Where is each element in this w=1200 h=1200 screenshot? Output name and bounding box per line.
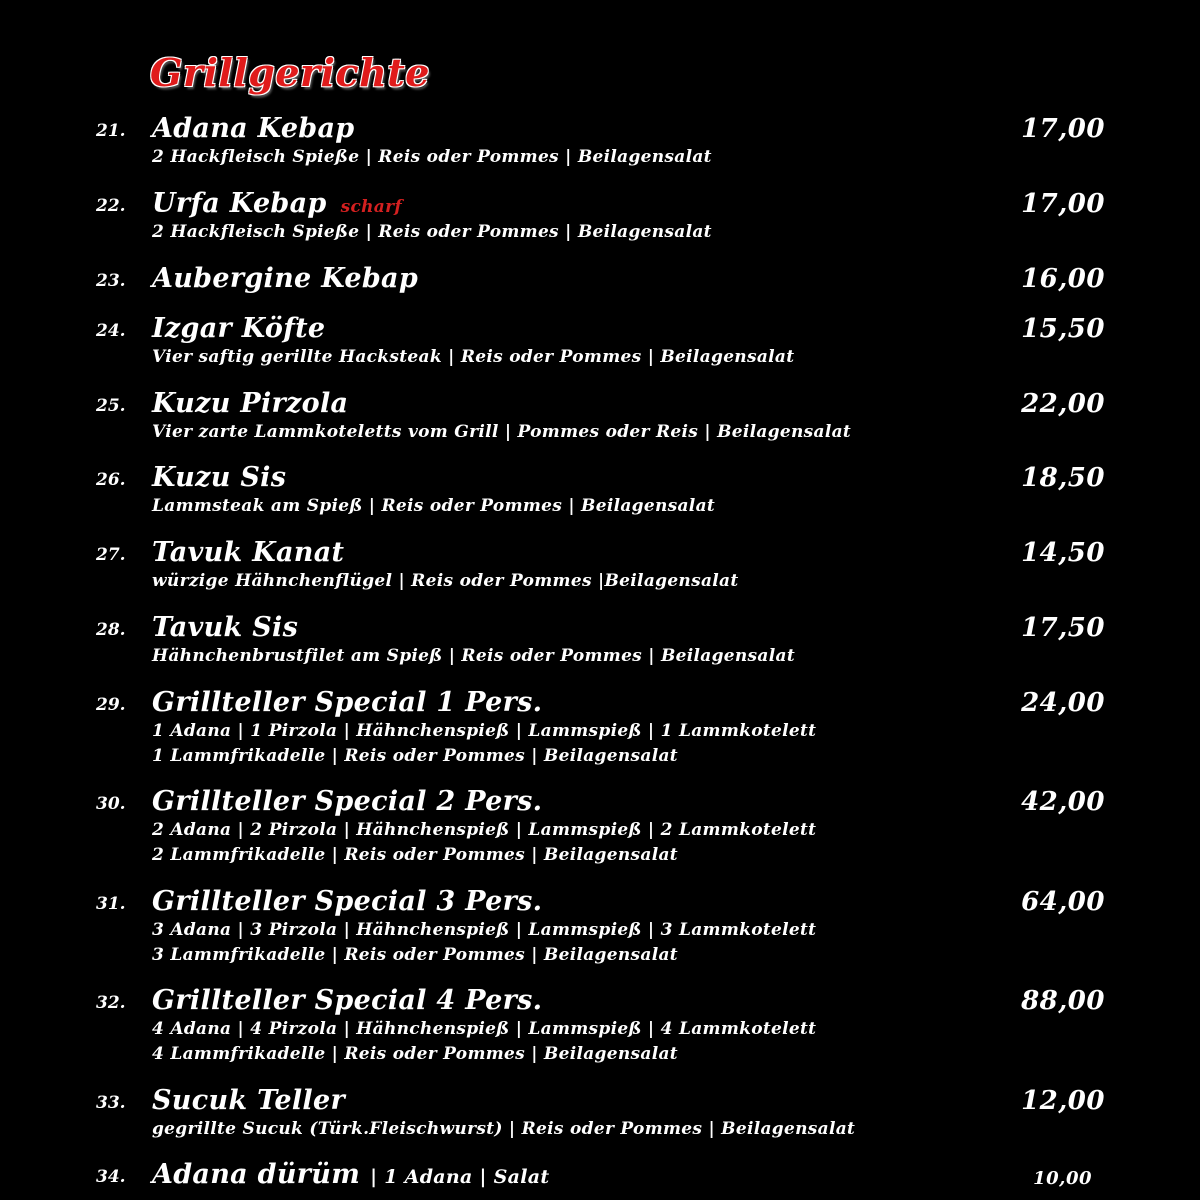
item-number: 22. [96,196,126,216]
item-name: Kuzu Pirzola [152,388,349,419]
description-line: Vier zarte Lammkoteletts vom Grill | Pommes oder Reis | Beilagensalat [152,422,852,442]
item-price: 22,00 [1021,389,1105,419]
item-price: 88,00 [1021,986,1105,1016]
description-line: Vier saftig gerillte Hacksteak | Reis oder Pommes | Beilagensalat [152,347,795,367]
item-name: Aubergine Kebap [152,263,419,294]
item-name: Grillteller Special 2 Pers. [152,786,543,817]
item-name: Tavuk Kanat [152,537,345,568]
item-number: 23. [96,271,126,291]
item-number: 26. [96,470,126,490]
description-line: 4 Adana | 4 Pirzola | Hähnchenspieß | Lammspieß | 4 Lammkotelett [152,1019,817,1039]
item-name: Urfa Kebap scharf [152,188,402,219]
item-description [152,818,816,868]
item-price: 24,00 [1021,688,1105,718]
item-number: 24. [96,321,126,341]
item-description [152,644,795,669]
item-name: Adana dürüm | 1 Adana | Salat [152,1159,550,1190]
item-description [152,569,739,594]
item-price: 14,50 [1021,538,1105,568]
item-name: Grillteller Special 1 Pers. [152,687,543,718]
item-name: Kuzu Sis [152,462,287,493]
item-price: 10,00 [1033,1168,1092,1189]
item-number: 34. [96,1167,126,1187]
item-price: 16,00 [1021,264,1105,294]
description-line: 1 Adana | 1 Pirzola | Hähnchenspieß | Lammspieß | 1 Lammkotelett [152,721,817,741]
item-name: Grillteller Special 4 Pers. [152,985,543,1016]
description-line: 2 Hackfleisch Spieße | Reis oder Pommes | Beilagensalat [152,222,712,242]
item-number: 30. [96,794,126,814]
item-number: 28. [96,620,126,640]
description-line: 4 Lammfrikadelle | Reis oder Pommes | Beilagensalat [152,1044,678,1064]
item-description [152,494,715,519]
item-price: 64,00 [1021,887,1105,917]
item-number: 21. [96,121,126,141]
spicy-tag: scharf [340,197,402,217]
description-line: gegrillte Sucuk (Türk.Fleischwurst) | Reis oder Pommes | Beilagensalat [152,1119,856,1139]
item-price: 17,00 [1021,189,1105,219]
item-description [152,220,712,245]
item-price: 15,50 [1021,314,1105,344]
item-name: Tavuk Sis [152,612,299,643]
item-description [152,918,816,968]
item-price: 17,00 [1021,114,1105,144]
item-description [152,719,816,769]
inline-description: | 1 Adana | Salat [370,1166,550,1188]
item-name: Izgar Köfte [152,313,326,344]
item-number: 27. [96,545,126,565]
item-description [152,420,851,445]
item-price: 17,50 [1021,613,1105,643]
item-number: 33. [96,1093,126,1113]
description-line: 1 Lammfrikadelle | Reis oder Pommes | Beilagensalat [152,746,678,766]
description-line: 2 Adana | 2 Pirzola | Hähnchenspieß | Lammspieß | 2 Lammkotelett [152,820,817,840]
description-line: würzige Hähnchenflügel | Reis oder Pommes |Beilagensalat [152,571,739,591]
description-line: Lammsteak am Spieß | Reis oder Pommes | Beilagensalat [152,496,716,516]
description-line: 3 Lammfrikadelle | Reis oder Pommes | Beilagensalat [152,945,678,965]
description-line: 3 Adana | 3 Pirzola | Hähnchenspieß | Lammspieß | 3 Lammkotelett [152,920,817,940]
item-description [152,1117,855,1142]
item-number: 31. [96,894,126,914]
item-name: Sucuk Teller [152,1085,345,1116]
item-name: Adana Kebap [152,113,355,144]
description-line: 2 Lammfrikadelle | Reis oder Pommes | Beilagensalat [152,845,678,865]
description-line: Hähnchenbrustfilet am Spieß | Reis oder Pommes | Beilagensalat [152,646,795,666]
item-price: 12,00 [1021,1086,1105,1116]
item-description [152,345,794,370]
item-description [152,1017,816,1067]
item-price: 42,00 [1021,787,1105,817]
description-line: 2 Hackfleisch Spieße | Reis oder Pommes | Beilagensalat [152,147,712,167]
item-number: 29. [96,695,126,715]
item-description [152,145,712,170]
item-number: 32. [96,993,126,1013]
item-number: 25. [96,396,126,416]
item-name: Grillteller Special 3 Pers. [152,886,543,917]
section-title: Grillgerichte [150,50,430,95]
item-price: 18,50 [1021,463,1105,493]
